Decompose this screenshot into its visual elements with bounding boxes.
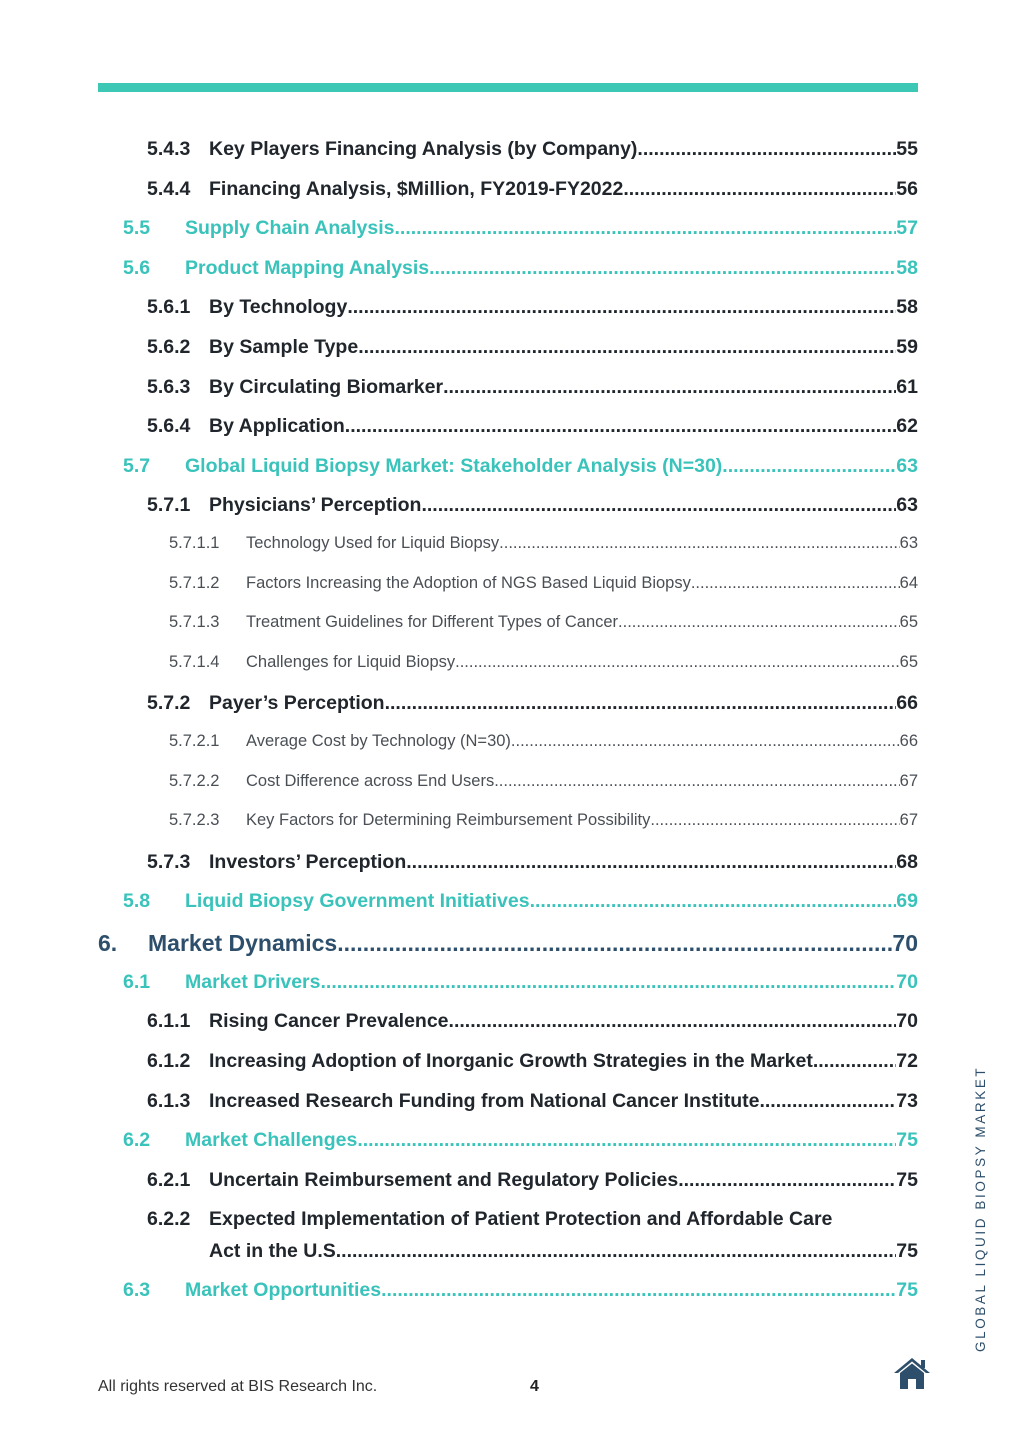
dot-leader [813, 1050, 896, 1073]
toc-entry[interactable] [123, 455, 918, 495]
toc-entry[interactable] [169, 772, 918, 812]
toc-entry[interactable] [123, 1279, 918, 1319]
toc-entry-number: 5.7.2.3 [169, 811, 220, 830]
toc-entry-page: 70 [896, 1010, 918, 1033]
toc-entry-number: 5.6.1 [147, 296, 191, 319]
toc-entry[interactable] [147, 1050, 918, 1090]
dot-leader [499, 534, 899, 553]
toc-entry-page: 61 [896, 375, 918, 398]
toc-entry-number: 6.1.1 [147, 1010, 191, 1033]
toc-entry-title: Increased Research Funding from National Cancer Institute [209, 1089, 760, 1112]
toc-entry-number: 5.6.2 [147, 335, 191, 358]
side-label: GLOBAL LIQUID BIOPSY MARKET [973, 1065, 988, 1352]
toc-entry-title: By Technology [209, 296, 348, 319]
toc-entry-page: 56 [896, 177, 918, 200]
toc-entry-number: 6. [98, 929, 118, 956]
table-of-contents [0, 138, 1023, 1319]
header-rule [98, 83, 918, 92]
toc-entry[interactable] [147, 692, 918, 732]
dot-leader [429, 257, 896, 280]
toc-entry-page: 63 [899, 533, 918, 552]
dot-leader [618, 613, 900, 632]
toc-entry[interactable] [147, 296, 918, 336]
toc-entry-title: Payer’s Perception [209, 692, 385, 715]
toc-entry-number: 6.1.3 [147, 1089, 191, 1112]
toc-entry[interactable] [169, 653, 918, 693]
dot-leader [381, 1279, 896, 1302]
toc-entry[interactable] [147, 376, 918, 416]
toc-entry-page: 66 [896, 692, 918, 715]
dot-leader [530, 890, 897, 913]
toc-entry-page: 67 [899, 811, 918, 830]
toc-entry-page: 59 [896, 335, 918, 358]
dot-leader [395, 217, 897, 240]
toc-entry-page: 75 [896, 1129, 918, 1152]
toc-entry-page: 62 [896, 415, 918, 438]
dot-leader [337, 930, 892, 957]
toc-entry-title: By Sample Type [209, 335, 359, 358]
toc-entry-title: Key Factors for Determining Reimbursement Possibility [246, 811, 651, 830]
toc-entry[interactable] [147, 1169, 918, 1209]
dot-leader [347, 296, 896, 319]
toc-entry-number: 5.7.1.3 [169, 613, 220, 632]
dot-leader [623, 178, 896, 201]
toc-entry-page: 58 [896, 296, 918, 319]
toc-entry-number: 6.2.2 [147, 1208, 191, 1231]
dot-leader [759, 1090, 896, 1113]
toc-entry-title: By Circulating Biomarker [209, 375, 444, 398]
toc-entry[interactable] [147, 178, 918, 218]
toc-entry-title-continued: Act in the U.S [209, 1240, 336, 1263]
toc-entry-number: 5.6 [123, 256, 151, 279]
toc-entry-title: Average Cost by Technology (N=30) [246, 731, 511, 750]
toc-entry-number: 5.4.3 [147, 138, 191, 160]
toc-entry[interactable] [169, 574, 918, 614]
toc-entry[interactable] [169, 811, 918, 851]
toc-entry-page: 63 [896, 454, 918, 477]
toc-entry[interactable] [147, 1090, 918, 1130]
toc-entry-page: 64 [899, 573, 918, 592]
toc-entry-page: 72 [896, 1050, 918, 1073]
toc-entry[interactable] [147, 138, 918, 178]
toc-entry-number: 5.6.4 [147, 415, 191, 438]
toc-entry-title: Challenges for Liquid Biopsy [246, 652, 456, 671]
toc-entry-title: Investors’ Perception [209, 850, 407, 873]
toc-entry-page: 67 [899, 771, 918, 790]
toc-entry-title: Rising Cancer Prevalence [209, 1010, 449, 1033]
toc-entry-page: 70 [896, 970, 918, 993]
toc-entry-title: By Application [209, 415, 345, 438]
toc-entry-number: 6.2 [123, 1129, 151, 1152]
toc-entry-number: 5.6.3 [147, 375, 191, 398]
dot-leader [406, 851, 896, 874]
dot-leader [449, 1010, 897, 1033]
dot-leader [691, 574, 900, 593]
toc-entry-title: Treatment Guidelines for Different Types of Cancer [246, 613, 619, 632]
toc-entry[interactable] [169, 732, 918, 772]
dot-leader [321, 971, 897, 994]
toc-entry-title: Technology Used for Liquid Biopsy [246, 533, 500, 552]
toc-entry[interactable] [123, 257, 918, 297]
toc-entry-number: 5.4.4 [147, 177, 191, 200]
toc-entry[interactable] [147, 1208, 918, 1279]
toc-entry-number: 5.7.1.4 [169, 652, 220, 671]
dot-leader [650, 811, 899, 830]
toc-entry-number: 5.7.2.1 [169, 731, 220, 750]
dot-leader [722, 455, 896, 478]
toc-entry-page: 75 [896, 1168, 918, 1191]
page-number: 4 [530, 1378, 539, 1395]
toc-entry-page: 55 [896, 138, 918, 160]
toc-entry-page: 65 [899, 613, 918, 632]
toc-entry-title: Supply Chain Analysis [185, 217, 395, 240]
toc-entry-title: Increasing Adoption of Inorganic Growth Strategies in the Market [209, 1050, 813, 1073]
toc-entry-title: Global Liquid Biopsy Market: Stakeholder Analysis (N=30) [185, 454, 723, 477]
toc-entry[interactable] [147, 851, 918, 891]
toc-entry-page: 63 [896, 494, 918, 517]
toc-entry-number: 5.7.1 [147, 494, 191, 517]
dot-leader [678, 1169, 896, 1192]
toc-entry-title: Cost Difference across End Users [246, 771, 495, 790]
toc-entry-number: 5.7.1.1 [169, 533, 220, 552]
dot-leader [385, 692, 897, 715]
toc-entry-page: 70 [892, 929, 918, 956]
toc-entry-page: 75 [896, 1240, 918, 1263]
toc-entry-title: Factors Increasing the Adoption of NGS Based Liquid Biopsy [246, 573, 691, 592]
toc-entry-page: 58 [896, 256, 918, 279]
dot-leader [421, 494, 896, 517]
dot-leader [358, 336, 896, 359]
footer-rights: All rights reserved at BIS Research Inc. [98, 1378, 378, 1395]
toc-entry[interactable] [169, 613, 918, 653]
toc-entry-page: 68 [896, 850, 918, 873]
dot-leader [443, 376, 896, 399]
toc-entry-title: Market Drivers [185, 970, 321, 993]
toc-entry-page: 57 [896, 217, 918, 240]
dot-leader [345, 415, 897, 438]
toc-entry-number: 5.8 [123, 890, 151, 913]
toc-entry-title: Market Opportunities [185, 1279, 382, 1302]
dot-leader [511, 732, 900, 751]
toc-entry[interactable] [147, 1010, 918, 1050]
toc-entry-number: 6.2.1 [147, 1168, 191, 1191]
toc-entry-title: Market Dynamics [148, 929, 338, 956]
toc-entry[interactable] [147, 494, 918, 534]
toc-entry-number: 5.7.2 [147, 692, 191, 715]
dot-leader [336, 1240, 897, 1263]
toc-entry-page: 69 [896, 890, 918, 913]
home-icon[interactable] [893, 1356, 931, 1390]
toc-entry-page: 65 [899, 652, 918, 671]
toc-entry[interactable] [123, 1129, 918, 1169]
toc-entry-title: Uncertain Reimbursement and Regulatory Policies [209, 1168, 679, 1191]
toc-entry-page: 73 [896, 1089, 918, 1112]
toc-entry-page: 75 [896, 1279, 918, 1302]
toc-entry-number: 6.3 [123, 1279, 151, 1302]
toc-entry-page: 66 [899, 731, 918, 750]
toc-entry-title: Financing Analysis, $Million, FY2019-FY2022 [209, 177, 624, 200]
toc-entry[interactable] [123, 217, 918, 257]
toc-entry-number: 5.5 [123, 217, 151, 240]
toc-entry-title: Key Players Financing Analysis (by Company) [209, 138, 638, 160]
toc-entry-number: 6.1.2 [147, 1050, 191, 1073]
toc-entry-number: 5.7.3 [147, 850, 191, 873]
toc-entry-number: 5.7 [123, 454, 151, 477]
dot-leader [494, 772, 899, 791]
toc-entry-title: Product Mapping Analysis [185, 256, 430, 279]
dot-leader [455, 653, 900, 672]
toc-entry-number: 5.7.1.2 [169, 573, 220, 592]
toc-entry-title: Liquid Biopsy Government Initiatives [185, 890, 530, 913]
toc-entry[interactable] [147, 415, 918, 455]
toc-chapter[interactable] [98, 930, 918, 971]
toc-entry-title: Expected Implementation of Patient Protection and Affordable Care [209, 1208, 833, 1231]
toc-entry-number: 5.7.2.2 [169, 771, 220, 790]
dot-leader [637, 138, 896, 161]
dot-leader [357, 1129, 896, 1152]
toc-entry-number: 6.1 [123, 970, 151, 993]
toc-entry-title: Market Challenges [185, 1129, 358, 1152]
toc-entry[interactable] [123, 890, 918, 930]
toc-entry-title: Physicians’ Perception [209, 494, 422, 517]
toc-entry[interactable] [169, 534, 918, 574]
toc-entry[interactable] [147, 336, 918, 376]
toc-entry[interactable] [123, 971, 918, 1011]
